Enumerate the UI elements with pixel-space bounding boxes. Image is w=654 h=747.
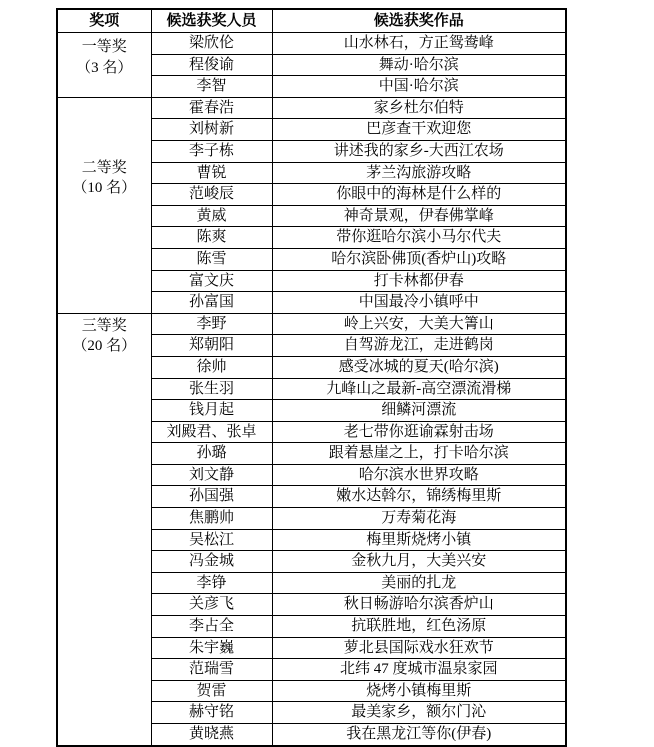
candidate-name-cell: 张生羽 — [151, 378, 272, 400]
candidate-work-cell: 细鳞河漂流 — [272, 400, 566, 422]
candidate-name-cell: 黄晓燕 — [151, 724, 272, 746]
candidate-name-cell: 孙富国 — [151, 292, 272, 314]
candidate-name-cell: 李智 — [151, 76, 272, 98]
table-row — [57, 97, 566, 119]
candidate-work-cell: 打卡林都伊春 — [272, 270, 566, 292]
candidate-name-cell: 徐帅 — [151, 356, 272, 378]
candidate-name-cell: 富文庆 — [151, 270, 272, 292]
candidate-name-cell: 陈雪 — [151, 248, 272, 270]
candidate-name-cell: 李铮 — [151, 572, 272, 594]
header-cell-candidate-name: 候选获奖人员 — [151, 9, 272, 33]
candidate-work-cell: 巴彦查干欢迎您 — [272, 119, 566, 141]
candidate-work-cell: 自驾游龙江，走进鹤岗 — [272, 335, 566, 357]
candidate-work-cell: 山水林石，方正鸳鸯峰 — [272, 33, 566, 55]
candidate-work-cell: 金秋九月，大美兴安 — [272, 551, 566, 573]
candidate-name-cell: 范峻辰 — [151, 184, 272, 206]
candidate-work-cell: 万寿菊花海 — [272, 508, 566, 530]
candidate-work-cell: 美丽的扎龙 — [272, 572, 566, 594]
candidate-name-cell: 焦鹏帅 — [151, 508, 272, 530]
header-cell-candidate-work: 候选获奖作品 — [272, 9, 566, 33]
candidate-name-cell: 刘树新 — [151, 119, 272, 141]
candidate-work-cell: 感受冰城的夏天(哈尔滨) — [272, 356, 566, 378]
candidate-name-cell: 钱月起 — [151, 400, 272, 422]
candidate-work-cell: 九峰山之最新-高空漂流滑梯 — [272, 378, 566, 400]
candidate-work-cell: 哈尔滨水世界攻略 — [272, 464, 566, 486]
candidate-work-cell: 我在黑龙江等你(伊春) — [272, 724, 566, 746]
award-candidates-table — [56, 8, 567, 747]
candidate-work-cell: 梅里斯烧烤小镇 — [272, 529, 566, 551]
candidate-name-cell: 关彦飞 — [151, 594, 272, 616]
candidate-work-cell: 北纬 47 度城市温泉家园 — [272, 659, 566, 681]
candidate-work-cell: 舞动·哈尔滨 — [272, 54, 566, 76]
candidate-name-cell: 梁欣伦 — [151, 33, 272, 55]
award-group-cell — [57, 97, 151, 313]
award-count-label: （10 名） — [72, 180, 137, 197]
candidate-work-cell: 老七带你逛谕霖射击场 — [272, 421, 566, 443]
table-row — [57, 33, 566, 55]
candidate-work-cell: 中国·哈尔滨 — [272, 76, 566, 98]
candidate-work-cell: 萝北县国际戏水狂欢节 — [272, 637, 566, 659]
candidate-name-cell: 黄威 — [151, 205, 272, 227]
candidate-work-cell: 讲述我的家乡-大西江农场 — [272, 140, 566, 162]
award-tier-label: 一等奖 — [81, 39, 127, 55]
candidate-work-cell: 岭上兴安，大美大箐山 — [272, 313, 566, 335]
candidate-work-cell: 秋日畅游哈尔滨香炉山 — [272, 594, 566, 616]
candidate-name-cell: 李占全 — [151, 616, 272, 638]
candidate-name-cell: 贺雷 — [151, 680, 272, 702]
candidate-work-cell: 家乡杜尔伯特 — [272, 97, 566, 119]
award-count-label: （3 名） — [76, 59, 133, 76]
candidate-name-cell: 霍春浩 — [151, 97, 272, 119]
candidate-name-cell: 李野 — [151, 313, 272, 335]
candidate-work-cell: 茅兰沟旅游攻略 — [272, 162, 566, 184]
candidate-work-cell: 神奇景观，伊春佛掌峰 — [272, 205, 566, 227]
candidate-work-cell: 抗联胜地，红色汤原 — [272, 616, 566, 638]
candidate-name-cell: 程俊谕 — [151, 54, 272, 76]
candidate-work-cell: 中国最冷小镇呼中 — [272, 292, 566, 314]
candidate-work-cell: 最美家乡，额尔门沁 — [272, 702, 566, 724]
candidate-work-cell: 烧烤小镇梅里斯 — [272, 680, 566, 702]
table-row — [57, 313, 566, 335]
candidate-name-cell: 孙璐 — [151, 443, 272, 465]
candidate-name-cell: 郑朝阳 — [151, 335, 272, 357]
award-tier-label: 二等奖 — [81, 159, 127, 176]
award-group-cell — [57, 313, 151, 745]
header-cell-award: 奖项 — [57, 9, 151, 33]
award-count-label: （20 名） — [72, 338, 137, 355]
candidate-name-cell: 冯金城 — [151, 551, 272, 573]
candidate-name-cell: 刘殿君、张卓 — [151, 421, 272, 443]
candidate-name-cell: 陈爽 — [151, 227, 272, 249]
candidate-work-cell: 你眼中的海林是什么样的 — [272, 184, 566, 206]
candidate-name-cell: 赫守铭 — [151, 702, 272, 724]
header-row — [57, 9, 566, 33]
candidate-name-cell: 吴松江 — [151, 529, 272, 551]
candidate-work-cell: 嫩水达斡尔，锦绣梅里斯 — [272, 486, 566, 508]
candidate-name-cell: 孙国强 — [151, 486, 272, 508]
candidate-name-cell: 朱宇巍 — [151, 637, 272, 659]
candidate-name-cell: 范瑞雪 — [151, 659, 272, 681]
candidate-work-cell: 哈尔滨卧佛顶(香炉山)攻略 — [272, 248, 566, 270]
candidate-work-cell: 带你逛哈尔滨小马尔代夫 — [272, 227, 566, 249]
candidate-work-cell: 跟着悬崖之上，打卡哈尔滨 — [272, 443, 566, 465]
award-group-cell — [57, 33, 151, 98]
award-tier-label: 三等奖 — [81, 317, 127, 334]
candidate-name-cell: 李子栋 — [151, 140, 272, 162]
candidate-name-cell: 刘文静 — [151, 464, 272, 486]
candidate-name-cell: 曹锐 — [151, 162, 272, 184]
